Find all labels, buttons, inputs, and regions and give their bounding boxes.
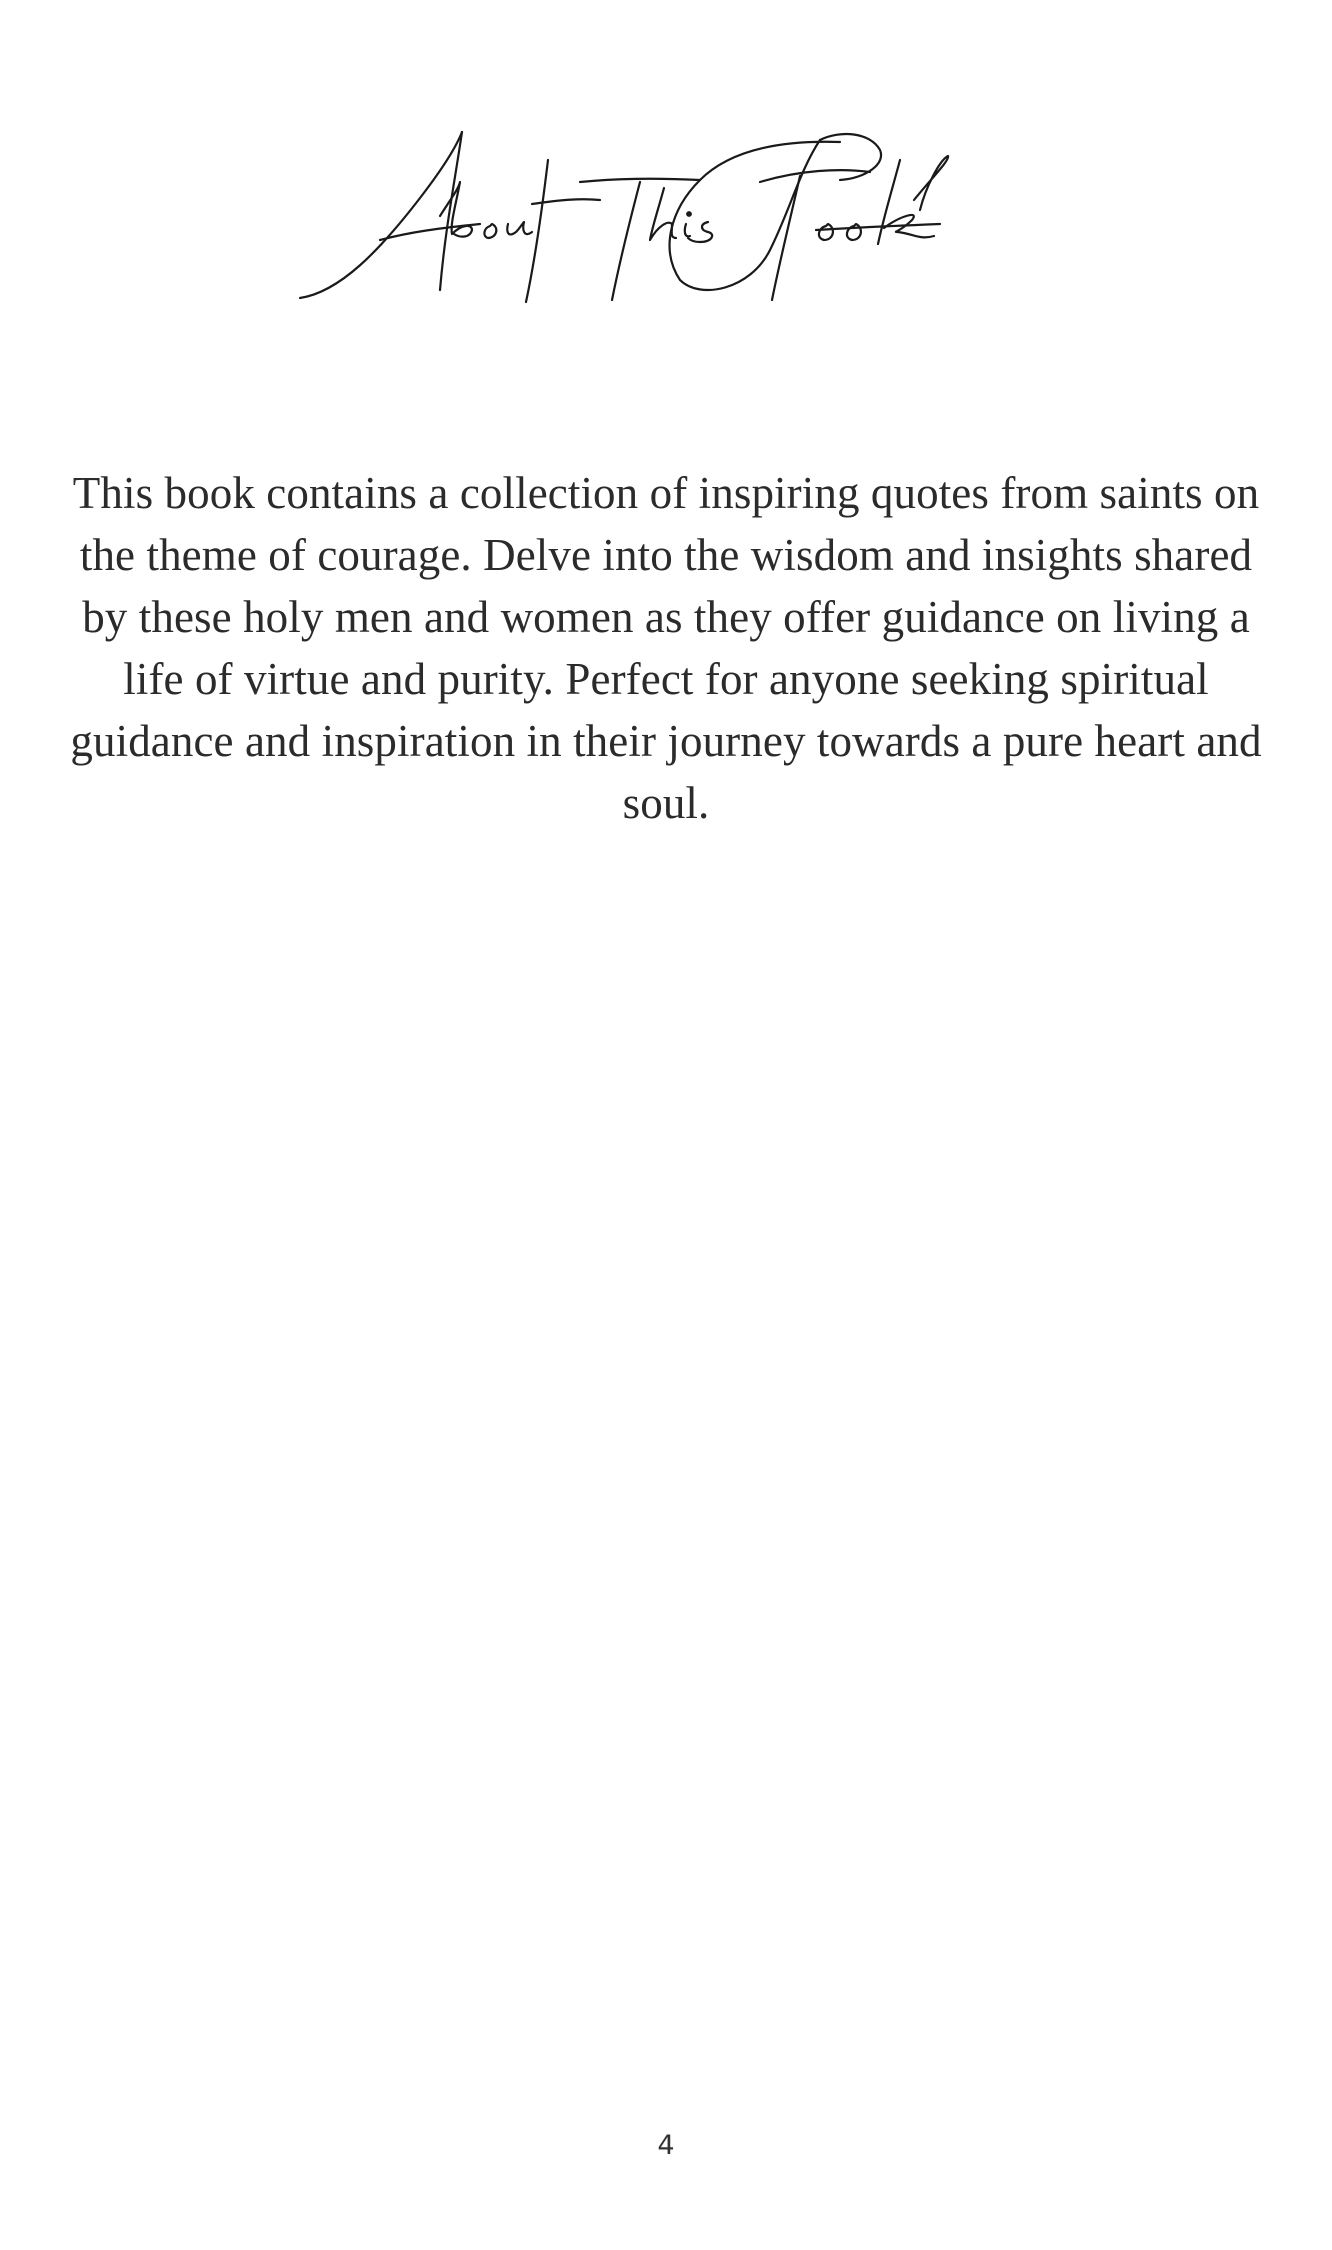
book-description: This book contains a collection of inspiring quotes from saints on the theme of courage. Delve into the wisdom and insights shared by these holy men and women as they offer guidance on living a life of virtue and purity. Perfect for anyone seeking spiritual guidance and inspiration in their journey towards a pure heart and soul. [70,468,1262,828]
page-title [280,120,1120,320]
page-number: 4 [657,2130,675,2161]
script-title-artwork [280,120,1120,320]
